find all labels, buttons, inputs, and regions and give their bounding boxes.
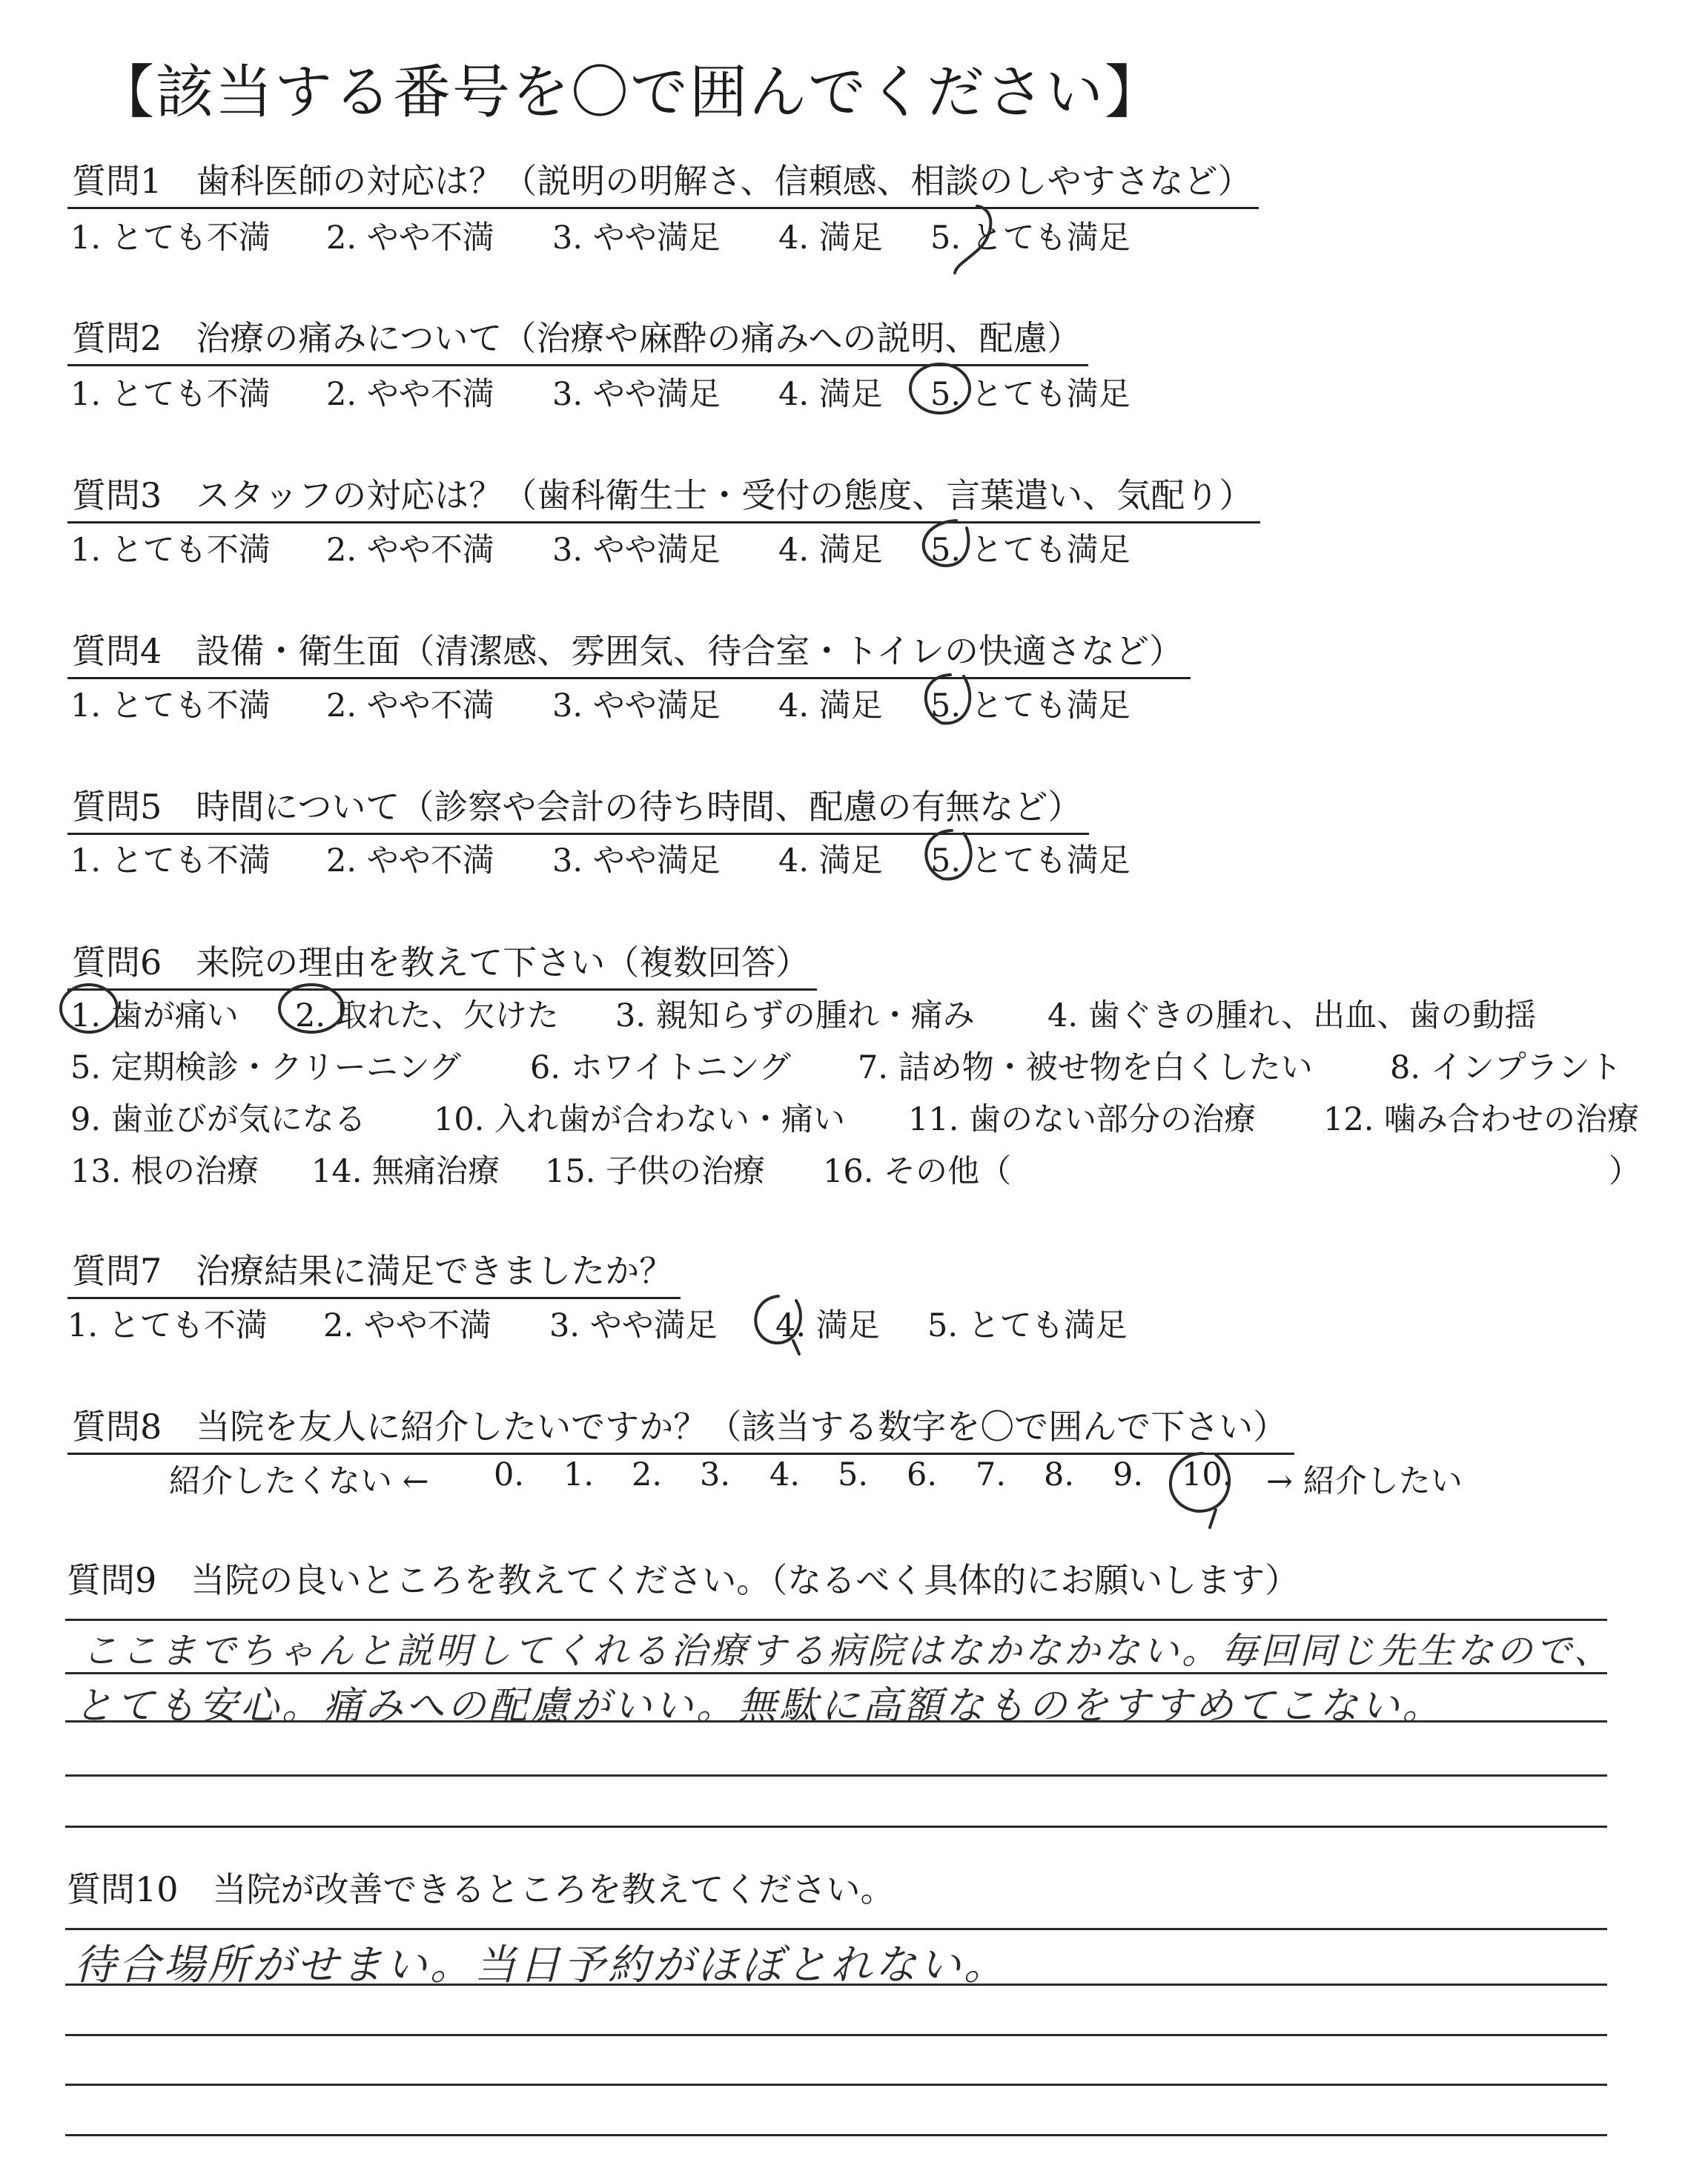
question-2-label: 質問2 (72, 318, 162, 358)
q8-option-2[interactable]: 2. (632, 1456, 663, 1493)
q8-option-10[interactable]: 10. (1182, 1456, 1233, 1493)
q5-option-4[interactable]: 4. 満足 (778, 842, 883, 879)
question-7-text: 治療結果に満足できましたか？ (196, 1251, 674, 1291)
question-9-heading (67, 1553, 1299, 1602)
question-4-options (70, 681, 1331, 725)
q6-option-9[interactable]: 9. 歯並びが気になる (70, 1101, 366, 1138)
q7-option-3[interactable]: 3. やや満足 (549, 1307, 718, 1344)
q2-option-5[interactable]: 5. とても満足 (930, 376, 1131, 413)
q8-option-3[interactable]: 3. (700, 1456, 731, 1493)
question-7-label: 質問7 (72, 1251, 162, 1291)
question-6-heading (72, 936, 810, 985)
q4-option-3[interactable]: 3. やや満足 (552, 687, 721, 724)
q4-option-1[interactable]: 1. とても不満 (70, 687, 271, 724)
q1-option-1[interactable]: 1. とても不満 (70, 219, 271, 257)
q6-row-1 (70, 991, 1672, 1035)
q6-option-16[interactable]: 16. その他（ (823, 1153, 1012, 1190)
q8-option-1[interactable]: 1. (563, 1456, 595, 1493)
question-3-text: スタッフの対応は？（歯科衛生士・受付の態度、言葉遣い、気配り） (196, 475, 1254, 515)
q5-option-5[interactable]: 5. とても満足 (930, 842, 1131, 879)
q7-option-4[interactable]: 4. 満足 (775, 1307, 880, 1344)
q5-option-2[interactable]: 2. やや不満 (326, 842, 494, 879)
q4-option-4[interactable]: 4. 満足 (778, 687, 883, 724)
q7-option-2[interactable]: 2. やや不満 (323, 1307, 491, 1344)
question-6-label: 質問6 (72, 942, 162, 982)
question-8-text: 当院を友人に紹介したいですか？（該当する数字を〇で囲んで下さい） (196, 1407, 1288, 1447)
page-title: 【該当する番号を〇で囲んでください】 (96, 59, 1165, 126)
question-10-label: 質問10 (67, 1869, 179, 1909)
q5-option-1[interactable]: 1. とても不満 (70, 842, 271, 879)
q6-option-7[interactable]: 7. 詰め物・被せ物を白くしたい (858, 1049, 1313, 1086)
q8-option-6[interactable]: 6. (907, 1456, 938, 1493)
q8-scale (169, 1456, 1503, 1501)
q6-row-2 (70, 1043, 1672, 1087)
q2-option-1[interactable]: 1. とても不満 (70, 376, 271, 413)
q8-option-7[interactable]: 7. (976, 1456, 1007, 1493)
question-2-heading (72, 311, 1081, 360)
q6-option-3[interactable]: 3. 親知らずの腫れ・痛み (615, 997, 975, 1034)
question-1-options (70, 213, 1331, 257)
q6-option-15[interactable]: 15. 子供の治療 (545, 1153, 766, 1190)
q9-answer-line-1 (65, 1619, 1607, 1621)
question-3-label: 質問3 (72, 475, 162, 515)
q6-option-6[interactable]: 6. ホワイトニング (530, 1049, 791, 1086)
q8-left-label: 紹介したくない ← (169, 1463, 429, 1500)
question-5-label: 質問5 (72, 787, 162, 827)
question-4-heading (72, 624, 1183, 673)
question-5-options (70, 836, 1331, 880)
q8-option-9[interactable]: 9. (1113, 1456, 1144, 1493)
q8-option-4[interactable]: 4. (769, 1456, 801, 1493)
question-9-text: 当院の良いところを教えてください。（なるべく具体的にお願いします） (191, 1560, 1300, 1600)
q6-option-2[interactable]: 2. 取れた、欠けた (295, 997, 559, 1034)
q6-option-5[interactable]: 5. 定期検診・クリーニング (70, 1049, 461, 1086)
q2-option-2[interactable]: 2. やや不満 (326, 376, 494, 413)
q8-option-5[interactable]: 5. (838, 1456, 869, 1493)
q6-row-3 (70, 1094, 1672, 1139)
q6-other-close: ） (1609, 1153, 1641, 1190)
question-9-label: 質問9 (67, 1560, 157, 1600)
q2-option-3[interactable]: 3. やや満足 (552, 376, 721, 413)
question-1-text: 歯科医師の対応は？（説明の明解さ、信頼感、相談のしやすさなど） (196, 161, 1252, 201)
question-1-heading (72, 154, 1251, 203)
q1-option-4[interactable]: 4. 満足 (778, 219, 883, 257)
q3-option-2[interactable]: 2. やや不満 (326, 532, 494, 569)
q7-option-1[interactable]: 1. とても不満 (67, 1307, 268, 1344)
question-4-text: 設備・衛生面（清潔感、雰囲気、待合室・トイレの快適さなど） (196, 631, 1183, 671)
question-4-label: 質問4 (72, 631, 162, 671)
q3-option-3[interactable]: 3. やや満足 (552, 532, 721, 569)
q6-row-4 (70, 1146, 1672, 1191)
q4-option-2[interactable]: 2. やや不満 (326, 687, 494, 724)
question-7-heading (72, 1244, 673, 1293)
q6-option-14[interactable]: 14. 無痛治療 (311, 1153, 500, 1190)
q6-option-8[interactable]: 8. インプラント (1390, 1049, 1622, 1086)
question-5-text: 時間について（診察や会計の待ち時間、配慮の有無など） (196, 787, 1082, 827)
q8-option-8[interactable]: 8. (1044, 1456, 1075, 1493)
q1-option-3[interactable]: 3. やや満足 (552, 219, 721, 257)
q8-option-0[interactable]: 0. (494, 1456, 525, 1493)
question-6-text: 来院の理由を教えて下さい（複数回答） (196, 942, 810, 982)
q1-option-5[interactable]: 5. とても満足 (930, 219, 1131, 257)
question-5-heading (72, 780, 1082, 829)
question-2-options (70, 369, 1331, 414)
q9-answer-line-5 (65, 1826, 1607, 1828)
question-8-heading (72, 1400, 1287, 1449)
question-7-options (67, 1301, 1328, 1345)
q10-answer-line-5 (65, 2134, 1607, 2136)
q9-handwritten-answer-1[interactable]: ここまでちゃんと説明してくれる治療する病院はなかなかない。毎回同じ先生なので、 (82, 1630, 1614, 1672)
question-3-heading (72, 469, 1253, 518)
q4-option-5[interactable]: 5. とても満足 (930, 687, 1131, 724)
question-10-heading (67, 1863, 895, 1912)
question-8-label: 質問8 (72, 1407, 162, 1447)
q6-option-1[interactable]: 1. 歯が痛い (70, 997, 239, 1034)
q6-option-11[interactable]: 11. 歯のない部分の治療 (908, 1101, 1257, 1138)
q6-option-12[interactable]: 12. 噛み合わせの治療 (1323, 1101, 1640, 1138)
q10-handwritten-answer[interactable]: 待合場所がせまい。当日予約がほぼとれない。 (74, 1941, 1008, 1989)
q10-answer-line-1 (65, 1928, 1607, 1930)
q6-option-13[interactable]: 13. 根の治療 (70, 1153, 259, 1190)
q9-answer-line-4 (65, 1774, 1607, 1777)
question-3-options (70, 525, 1331, 569)
q9-handwritten-answer-2[interactable]: とても安心。痛みへの配慮がいい。無駄に高額なものをすすめてこない。 (74, 1684, 1444, 1728)
question-1-label: 質問1 (72, 161, 162, 201)
question-10-text: 当院が改善できるところを教えてください。 (212, 1869, 895, 1909)
q7-option-5[interactable]: 5. とても満足 (927, 1307, 1128, 1344)
q3-option-4[interactable]: 4. 満足 (778, 532, 883, 569)
q8-right-label: → 紹介したい (1266, 1463, 1463, 1500)
q3-option-1[interactable]: 1. とても不満 (70, 532, 271, 569)
question-2-text: 治療の痛みについて（治療や麻酔の痛みへの説明、配慮） (196, 318, 1082, 358)
q10-answer-line-3 (65, 2034, 1607, 2036)
q6-option-10[interactable]: 10. 入れ歯が合わない・痛い (434, 1101, 846, 1138)
q3-option-5[interactable]: 5. とても満足 (930, 532, 1131, 569)
q6-option-4[interactable]: 4. 歯ぐきの腫れ、出血、歯の動揺 (1047, 997, 1537, 1034)
q1-option-2[interactable]: 2. やや不満 (326, 219, 494, 257)
q10-answer-line-4 (65, 2084, 1607, 2086)
q2-option-4[interactable]: 4. 満足 (778, 376, 883, 413)
q5-option-3[interactable]: 3. やや満足 (552, 842, 721, 879)
